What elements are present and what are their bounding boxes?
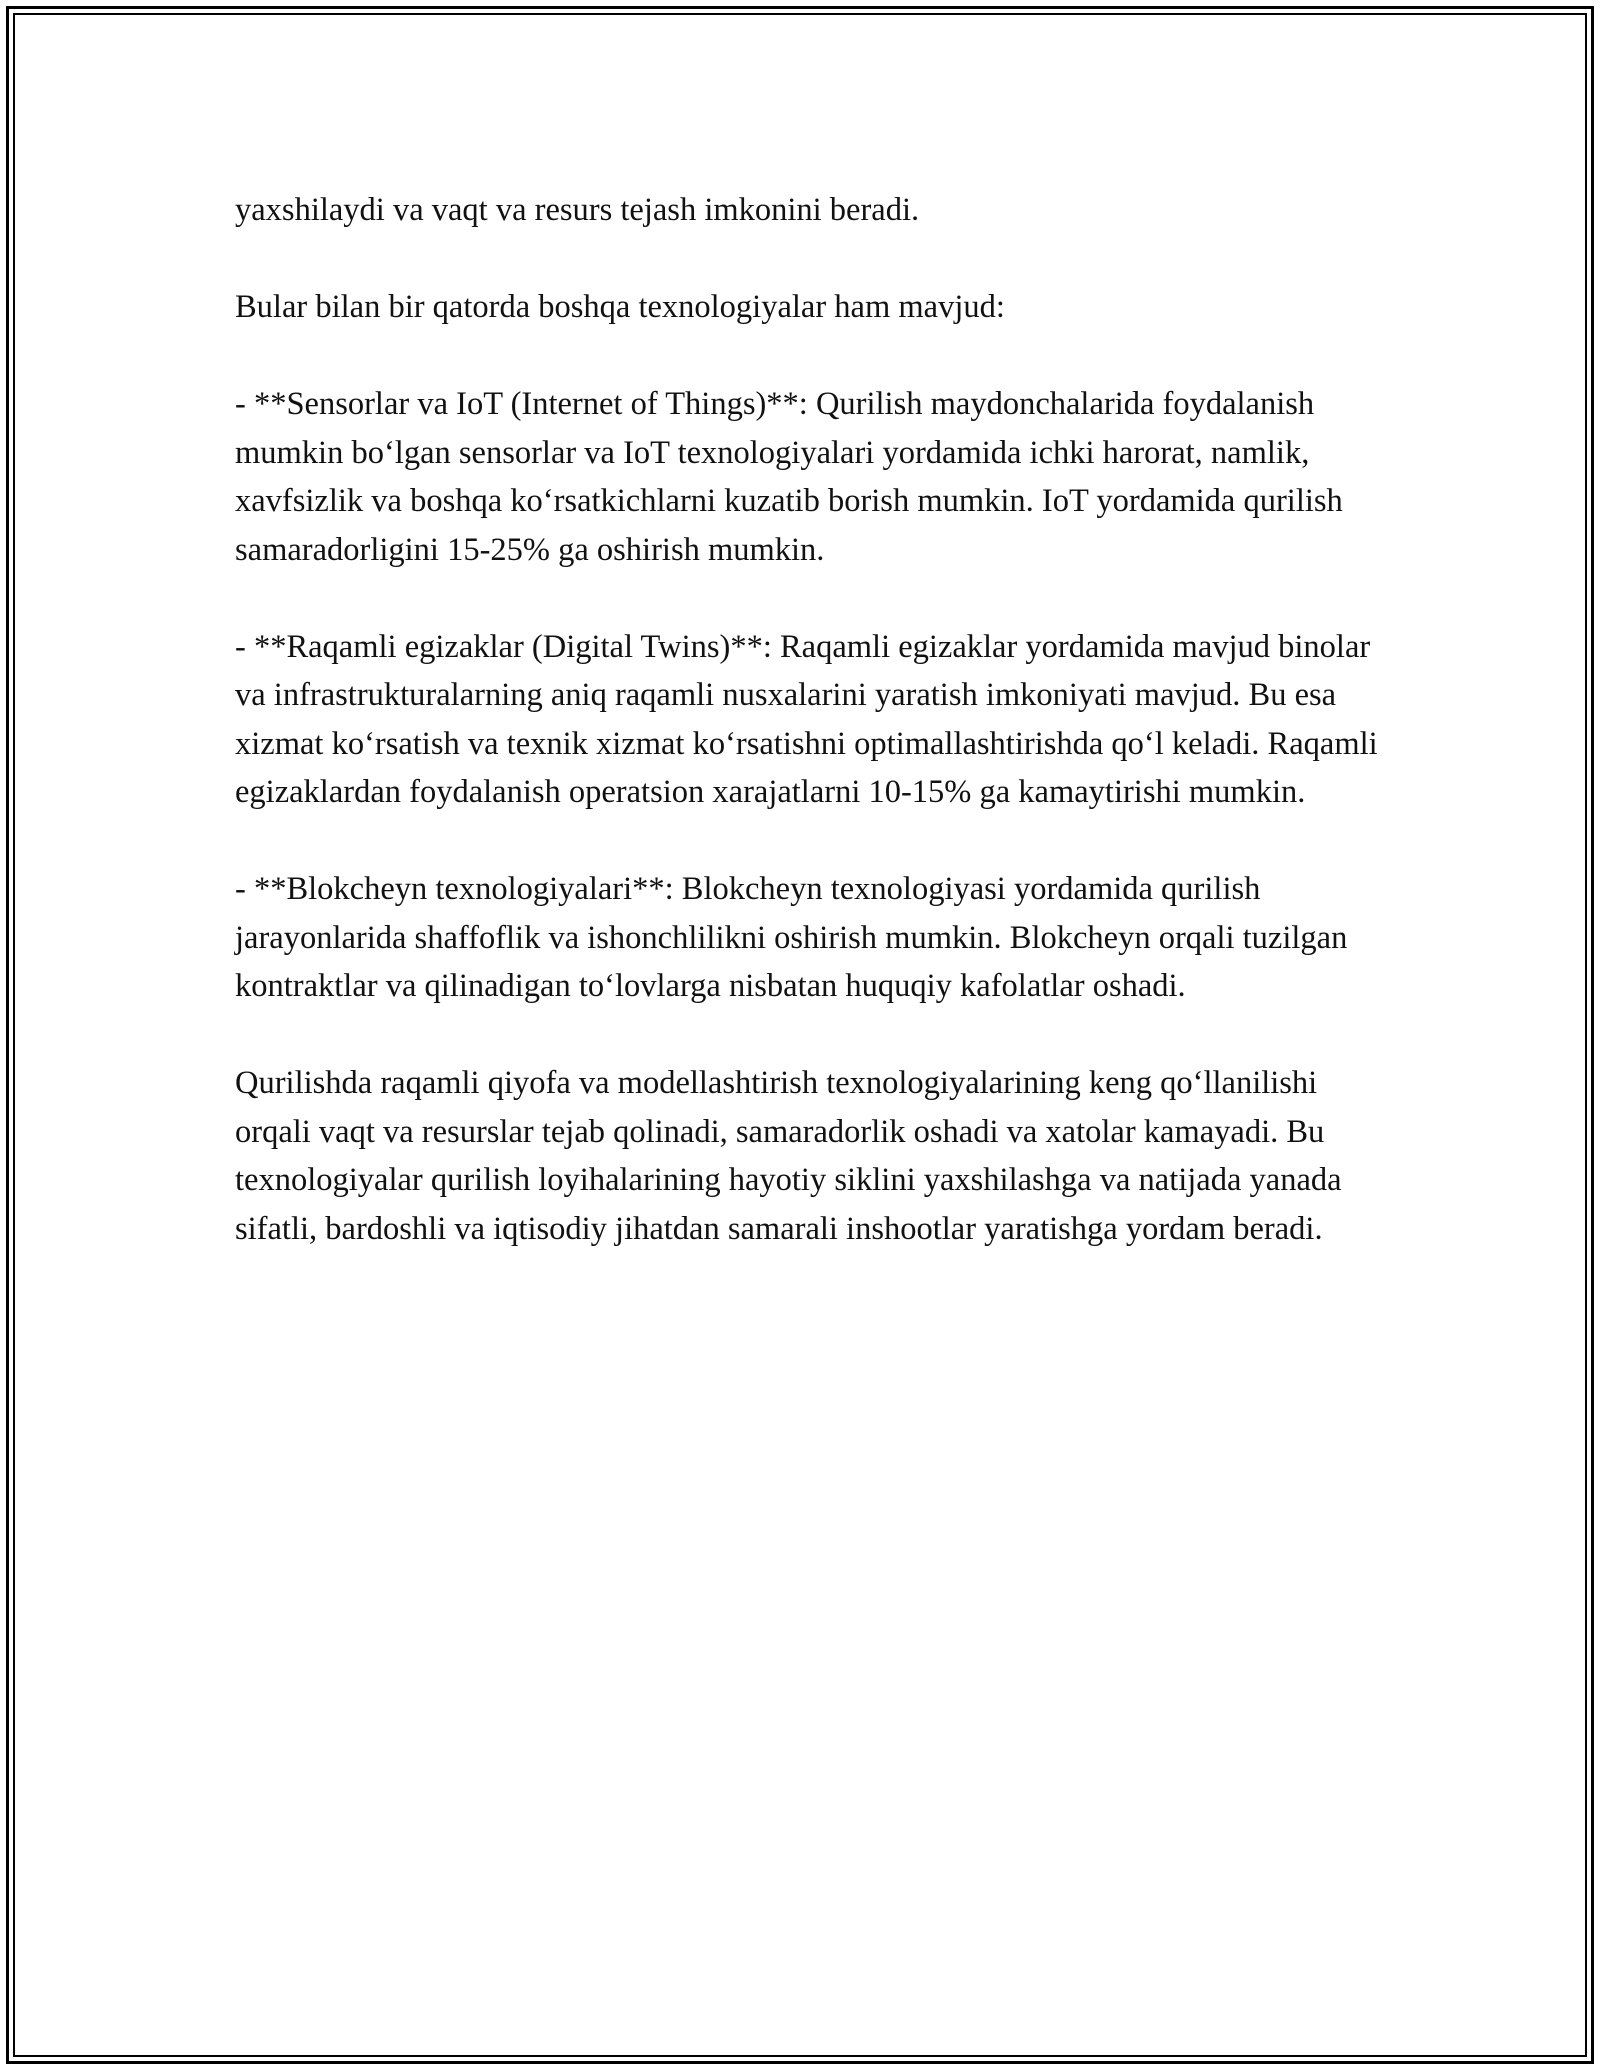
paragraph-blockchain: - **Blokcheyn texnologiyalari**: Blokcheyn texnologiyasi yordamida qurilish jarayonlarida shaffoflik va ishonchlilikni oshirish mumkin. Blokcheyn orqali tuzilgan kontraktlar va qilinadigan to‘lovlarga nisbatan huquqiy kafolatlar oshadi. [235, 871, 1348, 1004]
paragraph-intro: Bular bilan bir qatorda boshqa texnologiyalar ham mavjud: [235, 289, 1005, 325]
paragraph-conclusion: Qurilishda raqamli qiyofa va modellashtirish texnologiyalarining keng qo‘llanilishi orqali vaqt va resurslar tejab qolinadi, samaradorlik oshadi va xatolar kamayadi. Bu texnologiyalar qurilish loyihalarining hayotiy siklini yaxshilashga va natijada yanada sifatli, bardoshli va iqtisodiy jihatdan samarali inshootlar yaratishga yordam beradi. [235, 1065, 1342, 1247]
paragraph-sensors-iot: - **Sensorlar va IoT (Internet of Things)**: Qurilish maydonchalarida foydalanish mumkin bo‘lgan sensorlar va IoT texnologiyalari yordamida ichki harorat, namlik, xavfsizlik va boshqa ko‘rsatkichlarni kuzatib borish mumkin. IoT yordamida qurilish samaradorligini 15-25% ga oshirish mumkin. [235, 386, 1343, 568]
paragraph-digital-twins: - **Raqamli egizaklar (Digital Twins)**: Raqamli egizaklar yordamida mavjud binolar va infrastrukturalarning aniq raqamli nusxalarini yaratish imkoniyati mavjud. Bu esa xizmat ko‘rsatish va texnik xizmat ko‘rsatishni optimallashtirishda qo‘l keladi. Raqamli egizaklardan foydalanish operatsion xarajatlarni 10-15% ga kamaytirishi mumkin. [235, 628, 1378, 810]
paragraph-continuation: yaxshilaydi va vaqt va resurs tejash imkonini beradi. [235, 192, 920, 228]
document-body [235, 186, 1400, 1302]
